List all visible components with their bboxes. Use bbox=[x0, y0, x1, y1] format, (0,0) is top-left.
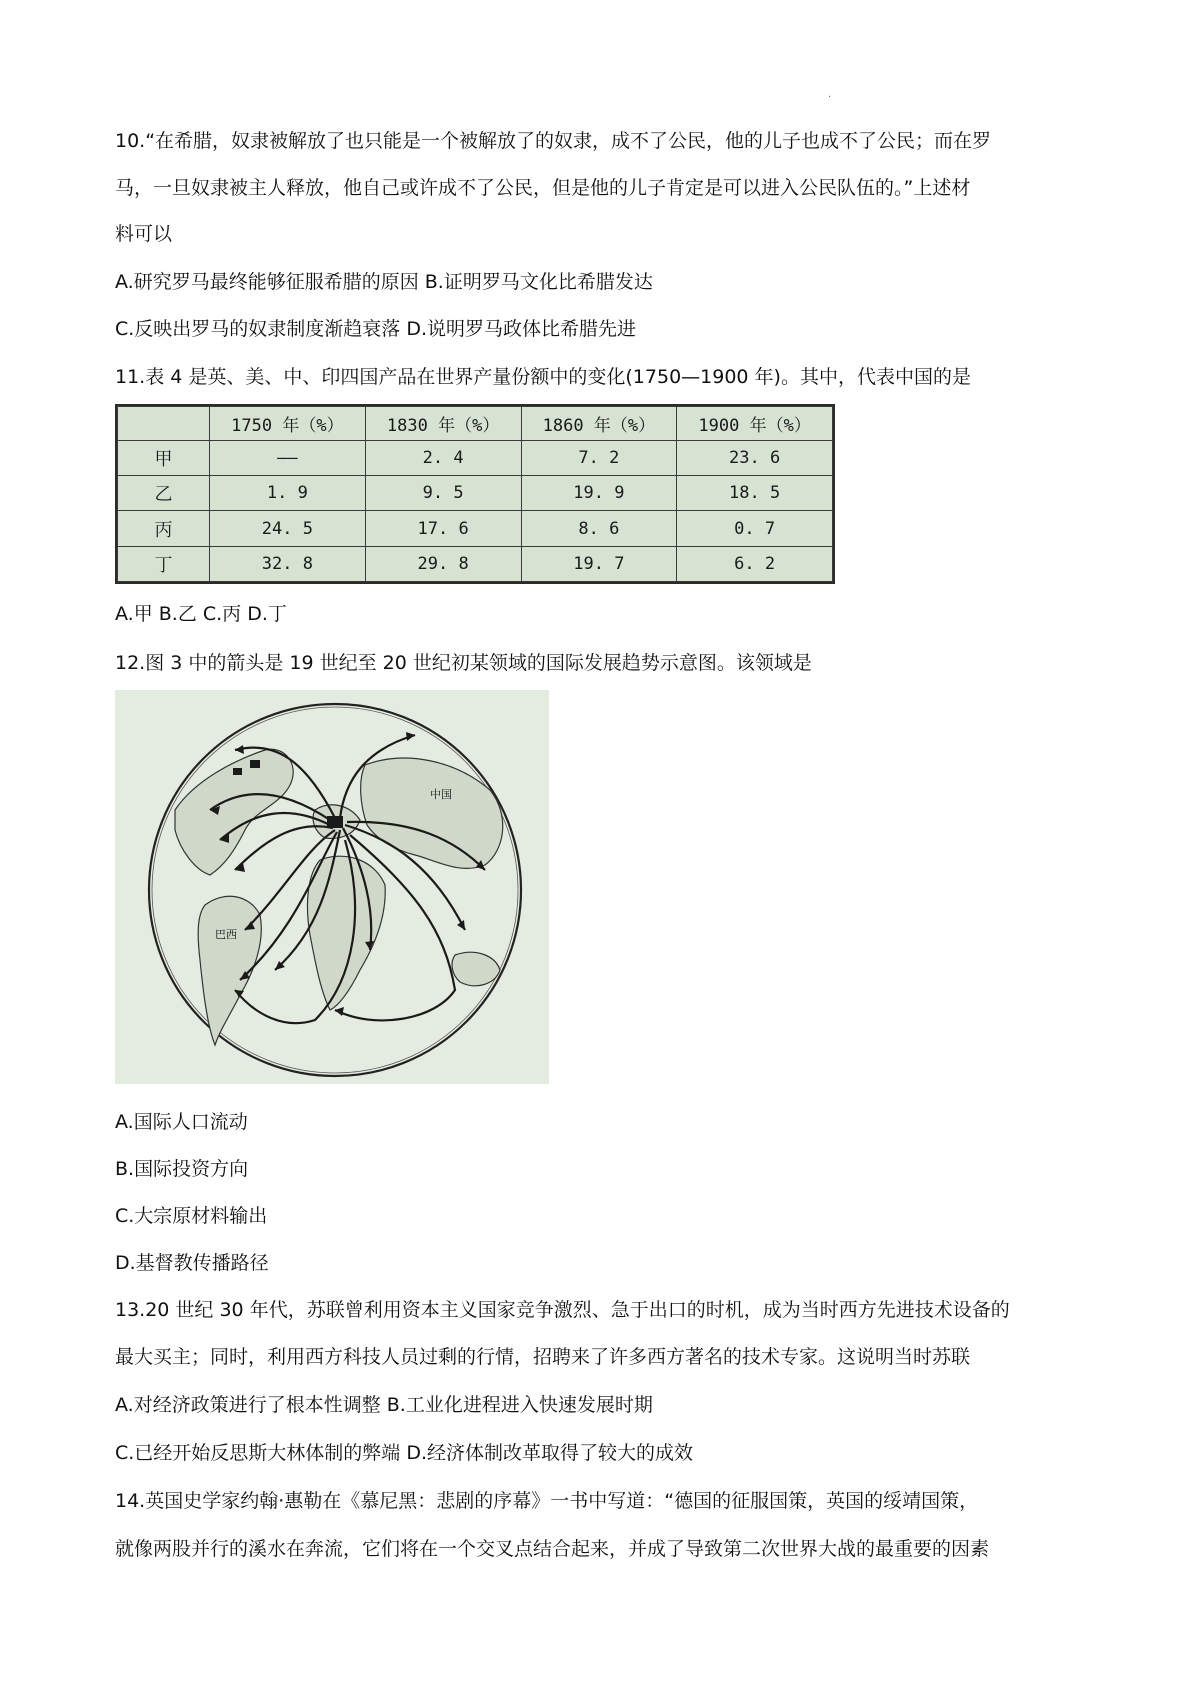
row-label: 丁 bbox=[118, 546, 210, 581]
table-cell: 7. 2 bbox=[521, 440, 677, 475]
q10-option-cd: C.反映出罗马的奴隶制度渐趋衰落 D.说明罗马政体比希腊先进 bbox=[115, 318, 637, 340]
table-header-cell bbox=[118, 407, 210, 441]
q14-stem-line-1: 14.英国史学家约翰·惠勒在《慕尼黑：悲剧的序幕》一书中写道：“德国的征服国策，英国的绥靖国策， bbox=[115, 1490, 979, 1512]
europe-origin-marker bbox=[327, 816, 343, 828]
world-arrows-figure bbox=[115, 690, 549, 1084]
q12-option-d: D.基督教传播路径 bbox=[115, 1252, 269, 1274]
south-america-shape bbox=[198, 896, 261, 1045]
table-cell: 19. 7 bbox=[521, 546, 677, 581]
table-cell: 17. 6 bbox=[365, 511, 521, 546]
q13-option-ab: A.对经济政策进行了根本性调整 B.工业化进程进入快速发展时期 bbox=[115, 1394, 653, 1416]
table-header-cell: 1900 年（%） bbox=[677, 407, 833, 441]
table-header-cell: 1860 年（%） bbox=[521, 407, 677, 441]
row-label: 甲 bbox=[118, 440, 210, 475]
row-label: 丙 bbox=[118, 511, 210, 546]
table-cell: 18. 5 bbox=[677, 476, 833, 511]
origin-marker bbox=[250, 760, 260, 768]
q12-option-c: C.大宗原材料输出 bbox=[115, 1205, 268, 1227]
table-cell: 19. 9 bbox=[521, 476, 677, 511]
africa-shape bbox=[307, 856, 385, 1010]
q11-stem: 11.表 4 是英、美、中、印四国产品在世界产量份额中的变化(1750—1900 年)。其中，代表中国的是 bbox=[115, 366, 971, 388]
q12-stem: 12.图 3 中的箭头是 19 世纪至 20 世纪初某领域的国际发展趋势示意图。该领域是 bbox=[115, 652, 812, 674]
origin-marker bbox=[233, 768, 242, 775]
table-cell: 2. 4 bbox=[365, 440, 521, 475]
table-header-cell: 1830 年（%） bbox=[365, 407, 521, 441]
table-cell: 29. 8 bbox=[365, 546, 521, 581]
row-label: 乙 bbox=[118, 476, 210, 511]
q11-options: A.甲 B.乙 C.丙 D.丁 bbox=[115, 603, 287, 625]
table-cell: 6. 2 bbox=[677, 546, 833, 581]
table-row bbox=[118, 511, 833, 546]
q12-option-b: B.国际投资方向 bbox=[115, 1158, 249, 1180]
q10-stem-line-3: 料可以 bbox=[115, 223, 173, 245]
table-row bbox=[118, 440, 833, 475]
table-header-cell: 1750 年（%） bbox=[210, 407, 366, 441]
q13-option-cd: C.已经开始反思斯大林体制的弊端 D.经济体制改革取得了较大的成效 bbox=[115, 1442, 694, 1464]
brazil-label: 巴西 bbox=[215, 928, 237, 941]
globe-map bbox=[115, 690, 549, 1084]
page-marker: · bbox=[828, 92, 832, 103]
q10-option-ab: A.研究罗马最终能够征服希腊的原因 B.证明罗马文化比希腊发达 bbox=[115, 271, 653, 293]
table-cell: 1. 9 bbox=[210, 476, 366, 511]
table-cell: 23. 6 bbox=[677, 440, 833, 475]
q10-stem-line-1: 10.“在希腊，奴隶被解放了也只能是一个被解放了的奴隶，成不了公民，他的儿子也成不了公民；而在罗 bbox=[115, 130, 992, 152]
table-row bbox=[118, 546, 833, 581]
share-table bbox=[115, 404, 835, 584]
q13-stem-line-2: 最大买主；同时，利用西方科技人员过剩的行情，招聘来了许多西方著名的技术专家。这说明当时苏联 bbox=[115, 1346, 971, 1368]
table-cell: 0. 7 bbox=[677, 511, 833, 546]
q12-option-a: A.国际人口流动 bbox=[115, 1111, 248, 1133]
table-cell: 32. 8 bbox=[210, 546, 366, 581]
arrow-head bbox=[235, 745, 244, 754]
table-cell: 24. 5 bbox=[210, 511, 366, 546]
table-row bbox=[118, 476, 833, 511]
q13-stem-line-1: 13.20 世纪 30 年代，苏联曾利用资本主义国家竞争激烈、急于出口的时机，成为当时西方先进技术设备的 bbox=[115, 1299, 1010, 1321]
table-cell: 9. 5 bbox=[365, 476, 521, 511]
q10-stem-line-2: 马，一旦奴隶被主人释放，他自己或许成不了公民，但是他的儿子肯定是可以进入公民队伍的。”上述材 bbox=[115, 177, 971, 199]
table-cell: 8. 6 bbox=[521, 511, 677, 546]
table-header-row bbox=[118, 407, 833, 441]
q14-stem-line-2: 就像两股并行的溪水在奔流，它们将在一个交叉点结合起来，并成了导致第二次世界大战的最重要的因素 bbox=[115, 1538, 990, 1560]
australia-shape bbox=[452, 952, 500, 986]
china-label: 中国 bbox=[430, 788, 452, 801]
table-cell: —— bbox=[210, 440, 366, 475]
